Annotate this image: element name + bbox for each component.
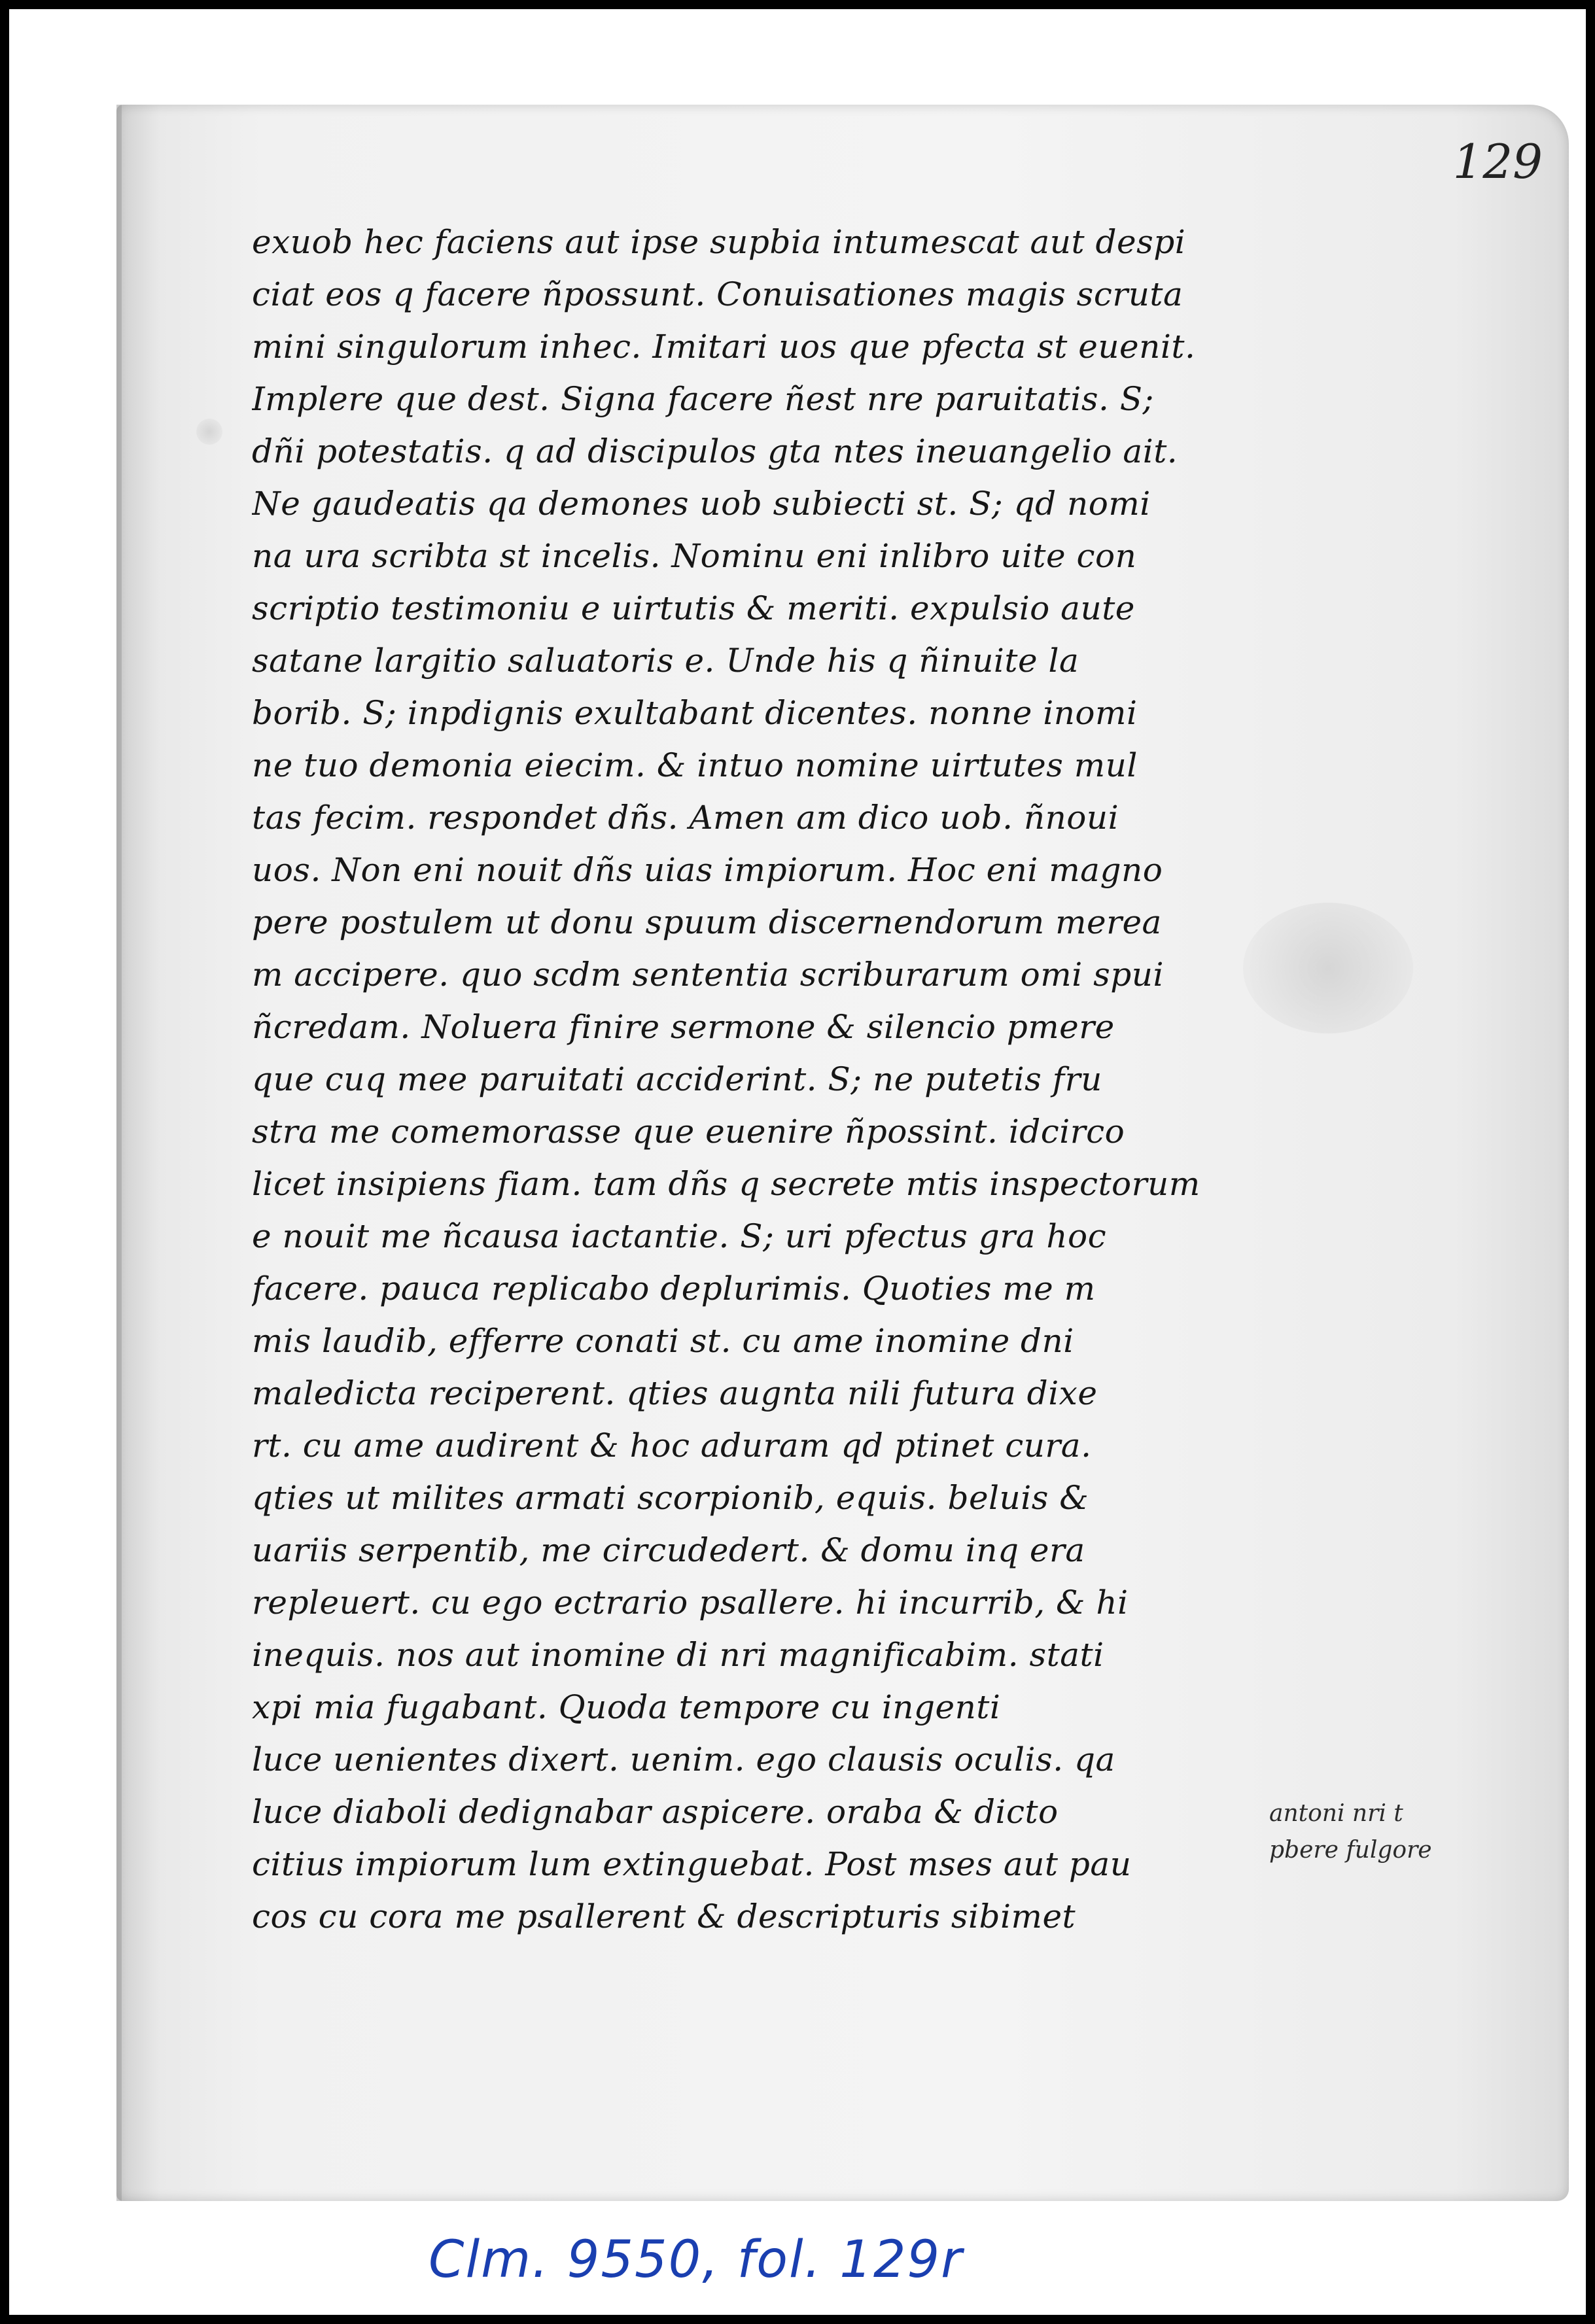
manuscript-line: cos cu cora me psallerent & descripturis sibimet — [252, 1898, 1076, 1935]
manuscript-line: xpi mia fugabant. Quoda tempore cu ingenti — [252, 1688, 1001, 1726]
manuscript-line: que cuq mee paruitati acciderint. S; ne putetis fru — [252, 1060, 1102, 1098]
manuscript-line: citius impiorum lum extinguebat. Post mses aut pau — [252, 1845, 1132, 1883]
manuscript-line: mini singulorum inhec. Imitari uos que pfecta st euenit. — [252, 328, 1196, 366]
manuscript-line: na ura scribta st incelis. Nominu eni inlibro uite con — [252, 537, 1137, 575]
manuscript-line: stra me comemorasse que euenire ñpossint. idcirco — [252, 1113, 1125, 1151]
manuscript-line: ciat eos q facere ñpossunt. Conuisationes magis scruta — [252, 275, 1183, 313]
shelfmark-label: Clm. 9550, fol. 129r — [429, 2230, 964, 2289]
manuscript-line: qties ut milites armati scorpionib, equis. beluis & — [252, 1479, 1089, 1517]
manuscript-text-block — [252, 216, 1312, 1943]
manuscript-line: uos. Non eni nouit dñs uias impiorum. Hoc eni magno — [252, 851, 1163, 889]
manuscript-line: pere postulem ut donu spuum discernendorum merea — [252, 903, 1162, 941]
manuscript-line: ne tuo demonia eiecim. & intuo nomine uirtutes mul — [252, 746, 1138, 784]
margin-note-line: antoni nri t — [1269, 1800, 1403, 1827]
margin-note-line: pbere fulgore — [1269, 1837, 1432, 1864]
folio-number: 129 — [1452, 134, 1543, 189]
manuscript-line: e nouit me ñcausa iactantie. S; uri pfectus gra hoc — [252, 1217, 1107, 1255]
manuscript-line: satane largitio saluatoris e. Unde his q ñinuite la — [252, 642, 1079, 680]
marginal-annotation — [1269, 1795, 1485, 1869]
manuscript-line: borib. S; inpdignis exultabant dicentes. nonne inomi — [252, 694, 1138, 732]
leaf-gutter-edge — [116, 105, 122, 2201]
manuscript-line: maledicta reciperent. qties augnta nili futura dixe — [252, 1374, 1098, 1412]
manuscript-line: mis laudib, efferre conati st. cu ame inomine dni — [252, 1322, 1074, 1360]
manuscript-line: ñcredam. Noluera finire sermone & silencio pmere — [252, 1008, 1115, 1046]
manuscript-line: scriptio testimoniu e uirtutis & meriti. expulsio aute — [252, 589, 1135, 627]
manuscript-line: inequis. nos aut inomine di nri magnificabim. stati — [252, 1636, 1104, 1674]
manuscript-line: m accipere. quo scdm sententia scriburarum omi spui — [252, 956, 1164, 994]
manuscript-line: luce diaboli dedignabar aspicere. oraba & dicto — [252, 1793, 1059, 1831]
manuscript-line: Implere que dest. Signa facere ñest nre paruitatis. S; — [252, 380, 1154, 418]
manuscript-line: rt. cu ame audirent & hoc aduram qd ptinet cura. — [252, 1427, 1092, 1465]
manuscript-line: tas fecim. respondet dñs. Amen am dico uob. ñnoui — [252, 799, 1119, 837]
manuscript-line: exuob hec faciens aut ipse supbia intumescat aut despi — [252, 223, 1186, 261]
manuscript-line: uariis serpentib, me circudedert. & domu inq era — [252, 1531, 1085, 1569]
manuscript-line: luce uenientes dixert. uenim. ego clausis oculis. qa — [252, 1741, 1115, 1778]
manuscript-line: facere. pauca replicabo deplurimis. Quoties me m — [252, 1270, 1096, 1308]
manuscript-line: dñi potestatis. q ad discipulos gta ntes ineuangelio ait. — [252, 432, 1178, 470]
manuscript-line: Ne gaudeatis qa demones uob subiecti st. S; qd nomi — [252, 485, 1151, 523]
manuscript-line: repleuert. cu ego ectrario psallere. hi incurrib, & hi — [252, 1584, 1129, 1622]
stain-mark — [196, 419, 222, 445]
manuscript-line: licet insipiens fiam. tam dñs q secrete mtis inspectorum — [252, 1165, 1201, 1203]
